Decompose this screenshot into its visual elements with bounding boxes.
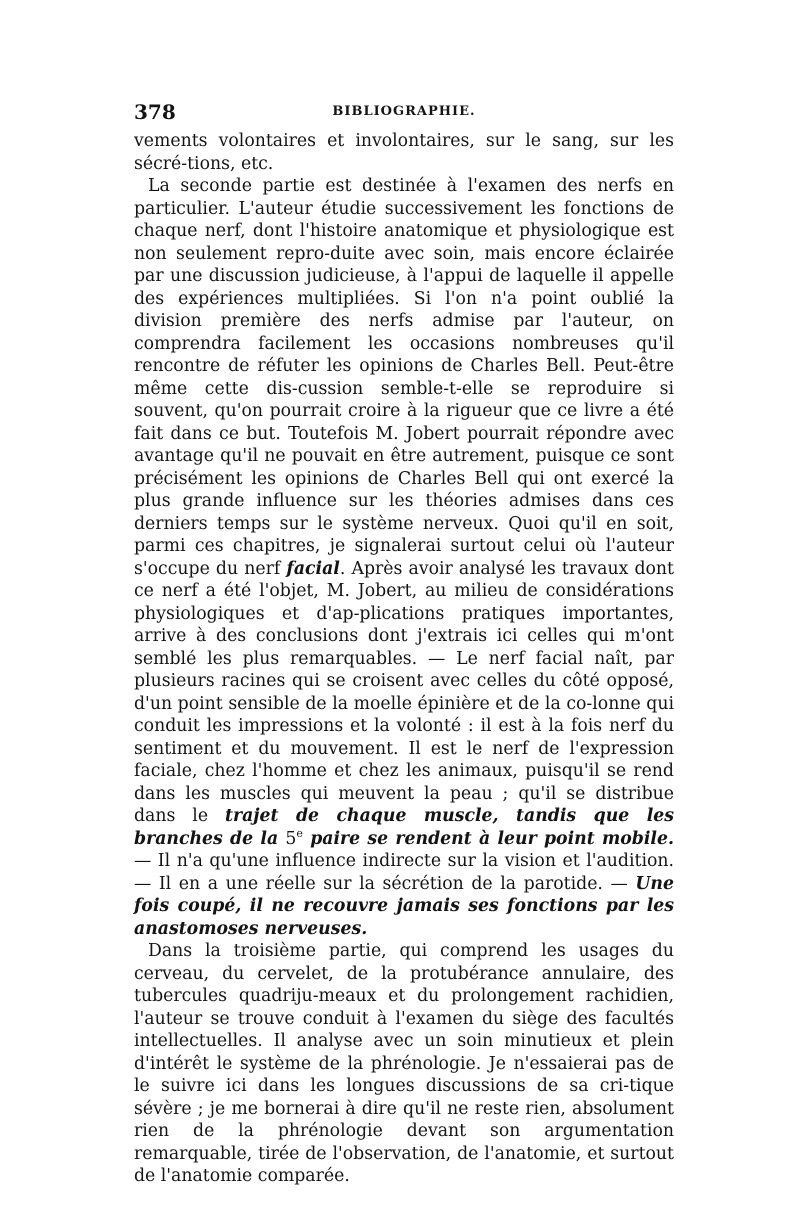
paragraph-2 [134, 175, 674, 940]
italic-facial: facial [286, 558, 340, 579]
paragraph-2-text-c: — Il n'a qu'une influence indirecte sur la vision et l'audition. — Il en a une réelle sur la sécrétion de la parotide. — [134, 851, 674, 894]
ordinal-superscript: e [296, 826, 303, 840]
body-text [134, 130, 674, 1188]
italic-paire: paire se rendent à leur point mobile. [302, 828, 674, 849]
italic-conclusion: Une fois coupé, il ne recouvre jamais ses fonctions par les anastomoses nerveuses. [134, 873, 674, 939]
paragraph-2-text-a: La seconde partie est destinée à l'examen des nerfs en particulier. L'auteur étudie successivement les fonctions de chaque nerf, dont l'histoire anatomique et physiologique est non seulement repro-duite avec soin, mais encore éclairée par une discussion judicieuse, à l'appui de laquelle il appelle des expériences multipliées. Si l'on n'a point oublié la division première des nerfs admise par l'auteur, on comprendra facilement les occasions nombreuses qu'il rencontre de réfuter les opinions de Charles Bell. Peut-être même cette dis-cussion semble-t-elle se reproduire si souvent, qu'on pourrait croire à la rigueur que ce livre a été fait dans ce but. Toutefois M. Jobert pourrait répondre avec avantage qu'il ne pouvait en être autrement, puisque ce sont précisément les opinions de Charles Bell qui ont exercé la plus grande influence sur les théories admises dans ces derniers temps sur le système nerveux. Quoi qu'il en soit, parmi ces chapitres, je signalerai surtout celui où l'auteur s'occupe du nerf [134, 176, 674, 579]
running-head: BIBLIOGRAPHIE. [332, 104, 476, 119]
paragraph-1 [134, 130, 674, 175]
paragraph-3 [134, 940, 674, 1188]
paragraph-1-text: vements volontaires et involontaires, sur le sang, sur les sécré-tions, etc. [134, 131, 674, 174]
page-number: 378 [134, 100, 176, 124]
italic-trajet: trajet de chaque muscle, tandis que les branches de la [134, 806, 674, 849]
paragraph-2-text-b: . Après avoir analysé les travaux dont ce nerf a été l'objet, M. Jobert, au milieu de considérations physiologiques et d'ap-plications pratiques importantes, arrive à des conclusions dont j'extrais ici celles qui m'ont semblé les plus remarquables. — Le nerf facial naît, par plusieurs racines qui se croisent avec celles du côté opposé, d'un point sensible de la moelle épinière et de la co-lonne qui conduit les impressions et la volonté : il est à la fois nerf du sentiment et du mouvement. Il est le nerf de l'expression faciale, chez l'homme et chez les animaux, puisqu'il se rend dans les muscles qui meuvent la peau ; qu'il se distribue dans le [134, 558, 674, 826]
page-header [134, 100, 674, 124]
ordinal-number: 5 [285, 828, 297, 849]
paragraph-3-text: Dans la troisième partie, qui comprend les usages du cerveau, du cervelet, de la protubérance annulaire, des tubercules quadriju-meaux et du prolongement rachidien, l'auteur se trouve conduit à l'examen du siège des facultés intellectuelles. Il analyse avec un soin minutieux et plein d'intérêt le système de la phrénologie. Je n'essaierai pas de le suivre ici dans les longues discussions de sa cri-tique sévère ; je me bornerai à dire qu'il ne reste rien, absolument rien de la phrénologie devant son argumentation remarquable, tirée de l'observation, de l'anatomie, et surtout de l'anatomie comparée. [134, 941, 674, 1186]
